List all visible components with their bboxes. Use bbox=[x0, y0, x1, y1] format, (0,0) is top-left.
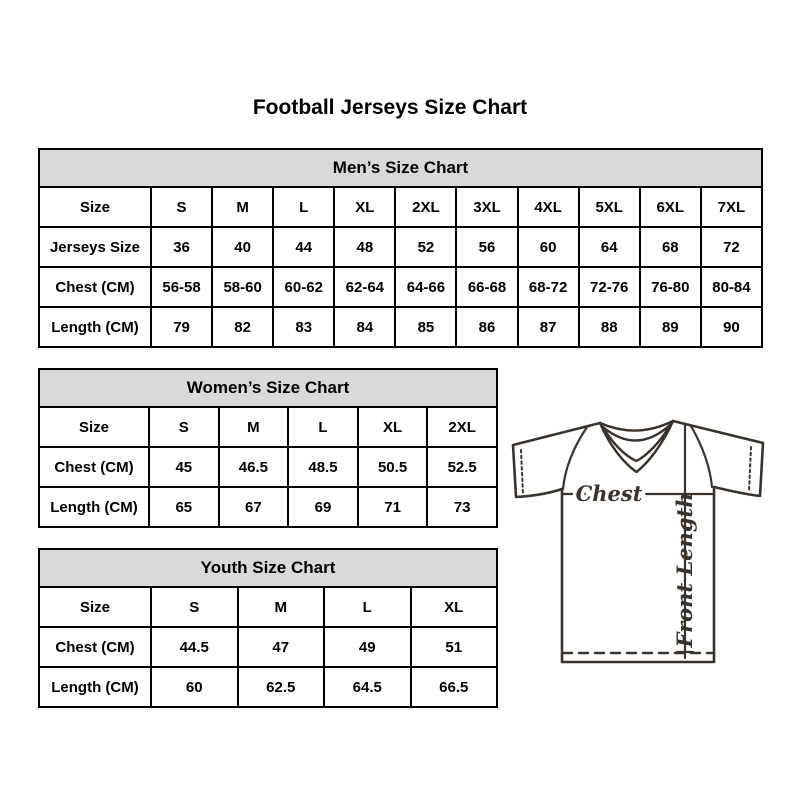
size-value: 40 bbox=[212, 227, 273, 267]
size-value: 84 bbox=[334, 307, 395, 347]
size-column-header: L bbox=[288, 407, 358, 447]
size-value: 79 bbox=[151, 307, 212, 347]
size-value: 58-60 bbox=[212, 267, 273, 307]
table-row bbox=[39, 487, 497, 527]
jersey-body-outline bbox=[513, 421, 763, 662]
size-value: 80-84 bbox=[701, 267, 762, 307]
size-column-header: XL bbox=[411, 587, 498, 627]
size-value: 64-66 bbox=[395, 267, 456, 307]
size-column-header: XL bbox=[334, 187, 395, 227]
jersey-outline-drawing bbox=[503, 402, 773, 692]
youth-size-table bbox=[38, 548, 498, 708]
size-value: 56-58 bbox=[151, 267, 212, 307]
size-column-header: 2XL bbox=[395, 187, 456, 227]
size-value: 60 bbox=[151, 667, 238, 707]
size-value: 44 bbox=[273, 227, 334, 267]
size-value: 66-68 bbox=[456, 267, 517, 307]
size-value: 51 bbox=[411, 627, 498, 667]
size-value: 50.5 bbox=[358, 447, 428, 487]
size-column-header: M bbox=[219, 407, 289, 447]
size-value: 60 bbox=[518, 227, 579, 267]
size-value: 62-64 bbox=[334, 267, 395, 307]
size-value: 62.5 bbox=[238, 667, 325, 707]
row-label: Chest (CM) bbox=[39, 627, 151, 667]
size-column-header: L bbox=[324, 587, 411, 627]
size-value: 69 bbox=[288, 487, 358, 527]
table-row bbox=[39, 667, 497, 707]
size-column-header: L bbox=[273, 187, 334, 227]
size-value: 73 bbox=[427, 487, 497, 527]
womens-size-table bbox=[38, 368, 498, 528]
size-column-header: S bbox=[151, 187, 212, 227]
size-value: 68 bbox=[640, 227, 701, 267]
size-value: 86 bbox=[456, 307, 517, 347]
table-header-row bbox=[39, 549, 497, 587]
table-row bbox=[39, 267, 762, 307]
table-row bbox=[39, 227, 762, 267]
size-value: 48 bbox=[334, 227, 395, 267]
size-value: 71 bbox=[358, 487, 428, 527]
size-value: 36 bbox=[151, 227, 212, 267]
size-value: 49 bbox=[324, 627, 411, 667]
table-header-row bbox=[39, 149, 762, 187]
size-value: 64.5 bbox=[324, 667, 411, 707]
row-label: Chest (CM) bbox=[39, 447, 149, 487]
row-label: Jerseys Size bbox=[39, 227, 151, 267]
table-row bbox=[39, 627, 497, 667]
size-value: 47 bbox=[238, 627, 325, 667]
size-column-header: 7XL bbox=[701, 187, 762, 227]
size-value: 45 bbox=[149, 447, 219, 487]
size-column-header: 4XL bbox=[518, 187, 579, 227]
size-value: 83 bbox=[273, 307, 334, 347]
front-length-label: Front Length bbox=[672, 492, 697, 648]
table-row bbox=[39, 307, 762, 347]
size-value: 65 bbox=[149, 487, 219, 527]
row-label: Length (CM) bbox=[39, 487, 149, 527]
size-value: 67 bbox=[219, 487, 289, 527]
row-label: Size bbox=[39, 187, 151, 227]
mens-size-table bbox=[38, 148, 763, 348]
size-column-header: M bbox=[238, 587, 325, 627]
size-value: 89 bbox=[640, 307, 701, 347]
table-row bbox=[39, 587, 497, 627]
size-value: 56 bbox=[456, 227, 517, 267]
row-label: Chest (CM) bbox=[39, 267, 151, 307]
size-value: 64 bbox=[579, 227, 640, 267]
size-value: 60-62 bbox=[273, 267, 334, 307]
size-value: 76-80 bbox=[640, 267, 701, 307]
collar-outline bbox=[600, 421, 673, 472]
table-row bbox=[39, 187, 762, 227]
size-column-header: S bbox=[149, 407, 219, 447]
size-column-header: S bbox=[151, 587, 238, 627]
size-column-header: M bbox=[212, 187, 273, 227]
size-value: 82 bbox=[212, 307, 273, 347]
size-value: 48.5 bbox=[288, 447, 358, 487]
page-title: Football Jerseys Size Chart bbox=[252, 96, 528, 119]
table-header-row bbox=[39, 369, 497, 407]
row-label: Size bbox=[39, 587, 151, 627]
size-value: 87 bbox=[518, 307, 579, 347]
youth-table-title: Youth Size Chart bbox=[39, 549, 497, 587]
men-table-title: Men’s Size Chart bbox=[39, 149, 762, 187]
armhole-seams bbox=[563, 426, 712, 489]
size-value: 52.5 bbox=[427, 447, 497, 487]
size-value: 72 bbox=[701, 227, 762, 267]
size-value: 68-72 bbox=[518, 267, 579, 307]
size-value: 85 bbox=[395, 307, 456, 347]
size-column-header: 5XL bbox=[579, 187, 640, 227]
size-value: 44.5 bbox=[151, 627, 238, 667]
size-column-header: XL bbox=[358, 407, 428, 447]
size-value: 72-76 bbox=[579, 267, 640, 307]
women-table-title: Women’s Size Chart bbox=[39, 369, 497, 407]
size-value: 90 bbox=[701, 307, 762, 347]
row-label: Length (CM) bbox=[39, 307, 151, 347]
size-column-header: 6XL bbox=[640, 187, 701, 227]
size-column-header: 2XL bbox=[427, 407, 497, 447]
chest-label: Chest bbox=[575, 481, 643, 506]
size-value: 66.5 bbox=[411, 667, 498, 707]
size-value: 52 bbox=[395, 227, 456, 267]
size-value: 46.5 bbox=[219, 447, 289, 487]
table-row bbox=[39, 407, 497, 447]
table-row bbox=[39, 447, 497, 487]
size-column-header: 3XL bbox=[456, 187, 517, 227]
row-label: Length (CM) bbox=[39, 667, 151, 707]
size-value: 88 bbox=[579, 307, 640, 347]
jersey-measurement-diagram bbox=[503, 402, 773, 692]
row-label: Size bbox=[39, 407, 149, 447]
